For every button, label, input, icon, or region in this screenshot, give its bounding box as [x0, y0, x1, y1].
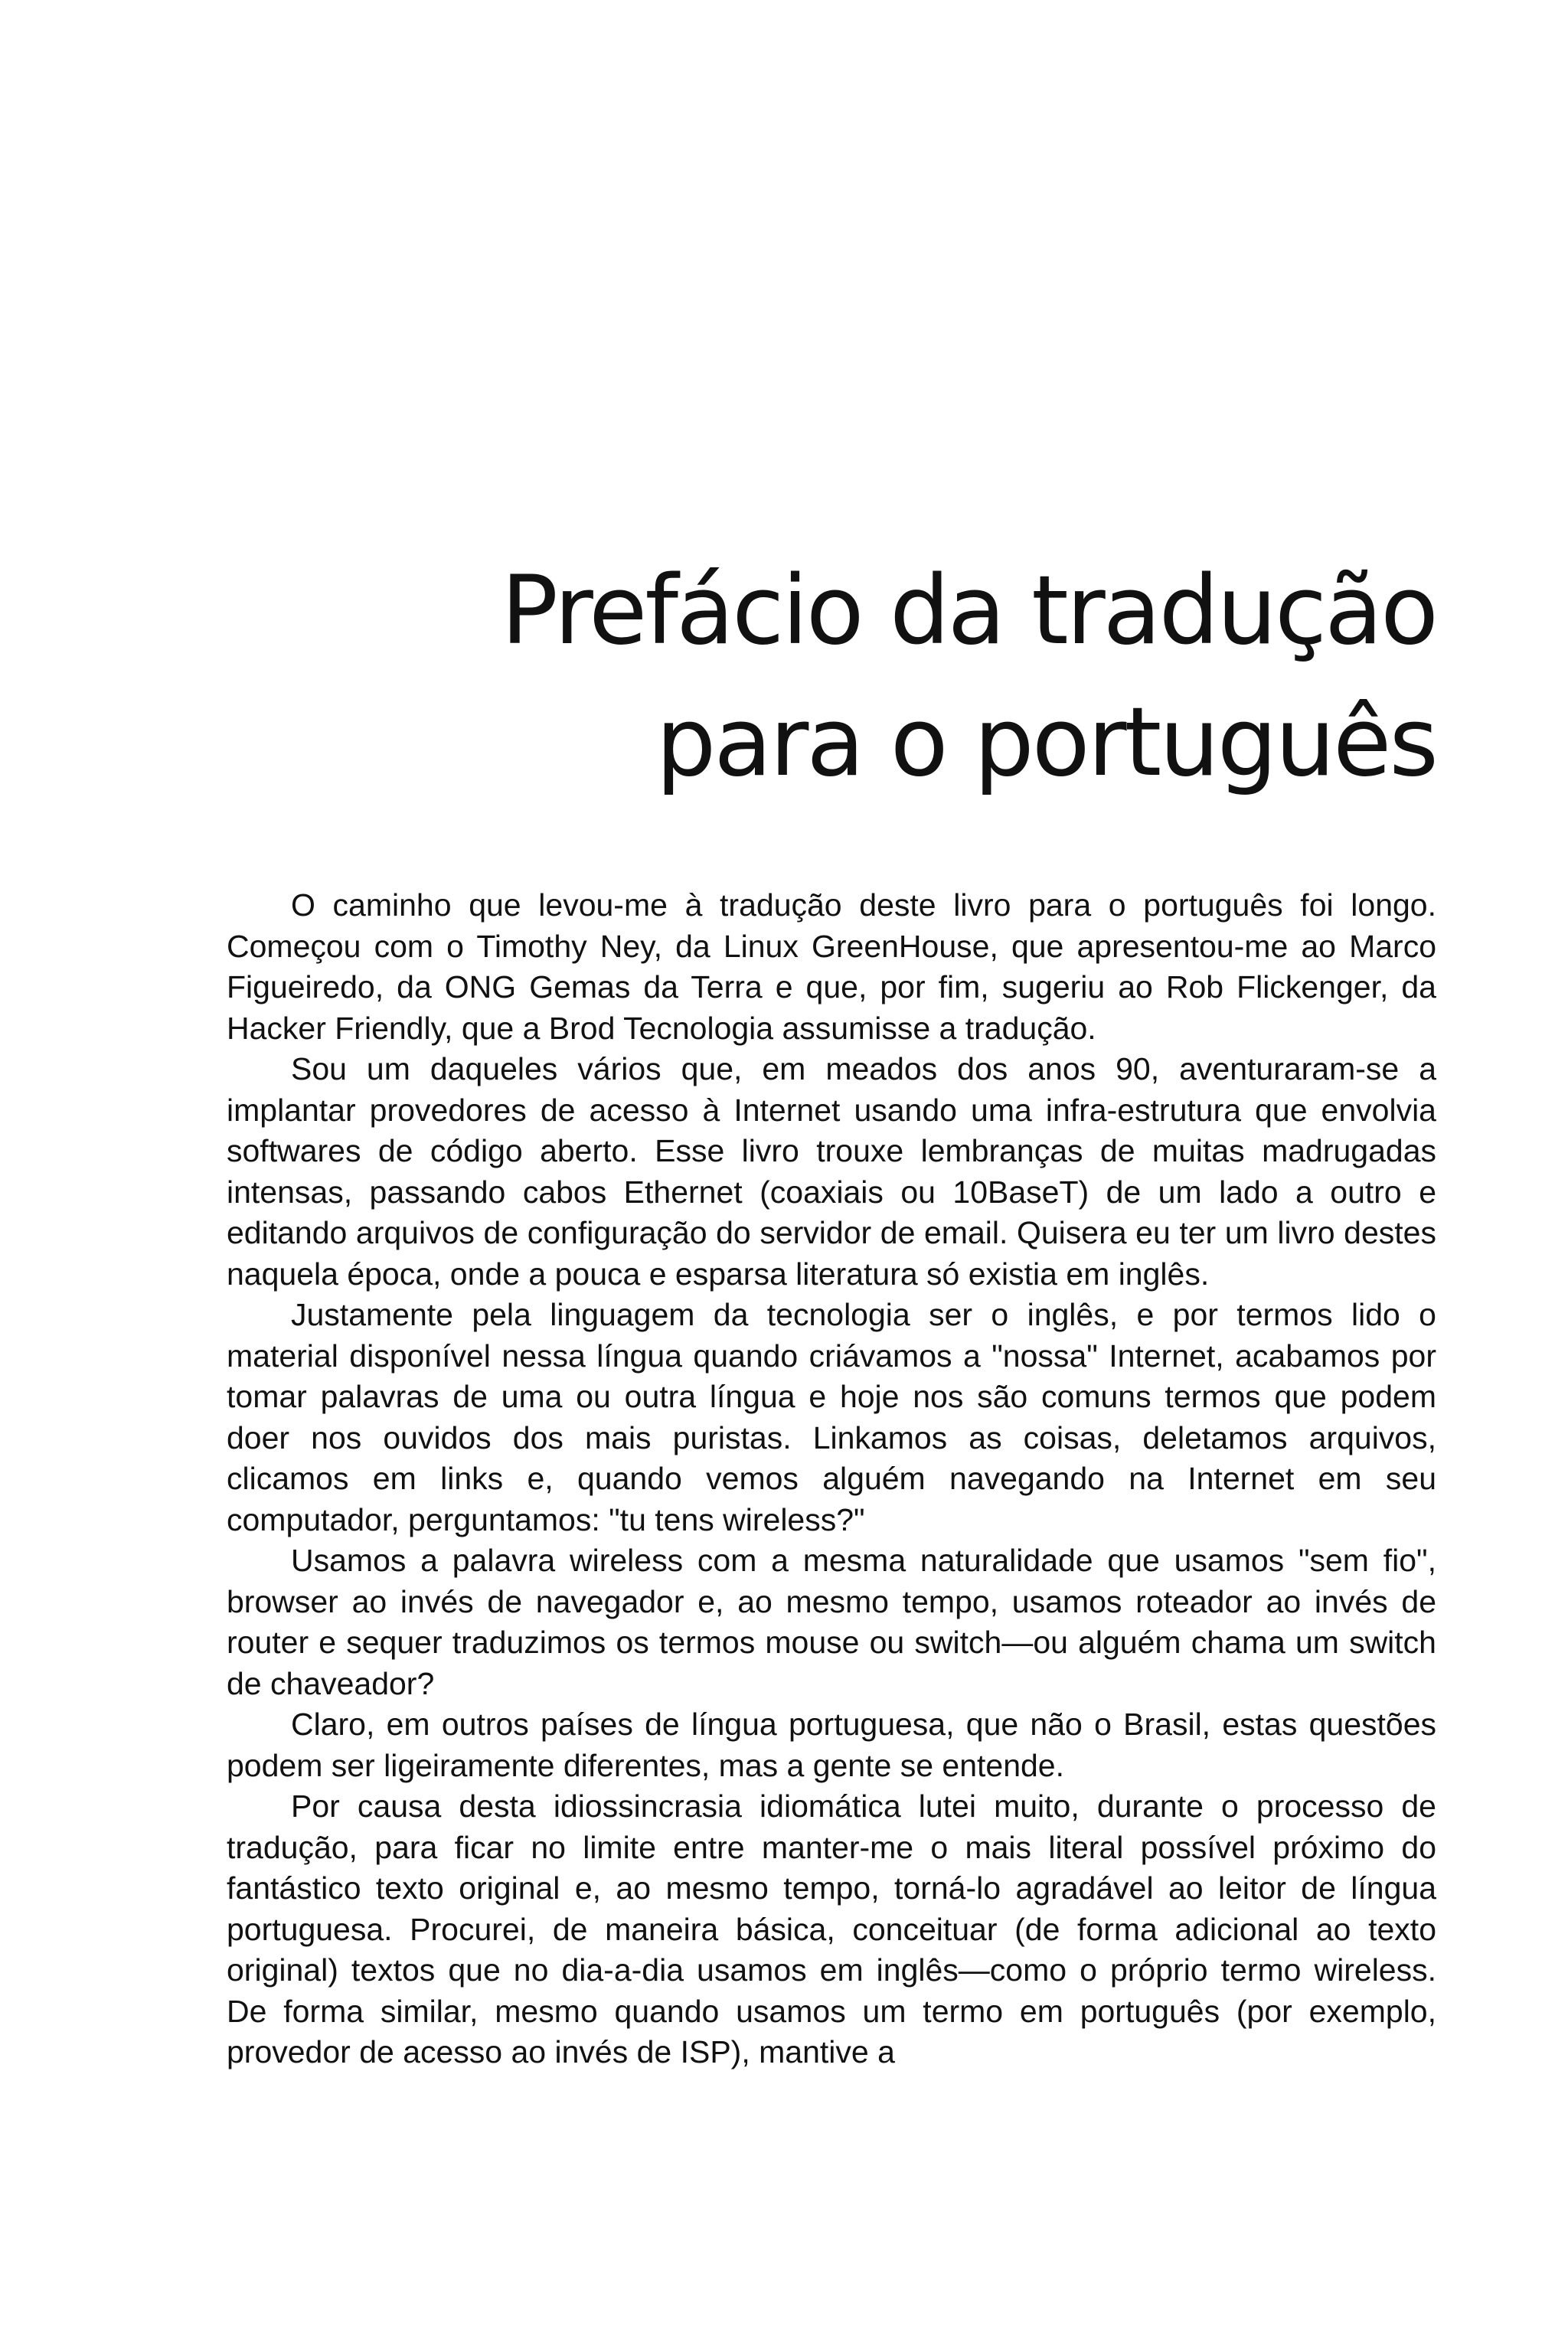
paragraph-6: Por causa desta idiossincrasia idiomática lutei muito, durante o processo de tradução, para ficar no limite entre manter-me o mais literal possível próximo do fantástico texto original e, ao mesmo tempo, torná-lo agradável ao leitor de língua portuguesa. Procurei, de maneira básica, conceituar (de forma adicional ao texto original) textos que no dia-a-dia usamos em inglês—como o próprio termo wireless. De forma similar, mesmo quando usamos um termo em português (por exemplo, provedor de acesso ao invés de ISP), mantive a — [227, 1788, 1436, 2069]
paragraph-3: Justamente pela linguagem da tecnologia ser o inglês, e por termos lido o material disponível nessa língua quando criávamos a "nossa" Internet, acabamos por tomar palavras de uma ou outra língua e hoje nos são comuns termos que podem doer nos ouvidos dos mais puristas. Linkamos as coisas, deletamos arquivos, clicamos em links e, quando vemos alguém navegando na Internet em seu computador, perguntamos: "tu tens wireless?" — [227, 1297, 1436, 1537]
paragraph-4: Usamos a palavra wireless com a mesma naturalidade que usamos "sem fio", browser ao invés de navegador e, ao mesmo tempo, usamos roteador ao invés de router e sequer traduzimos os termos mouse ou switch—ou alguém chama um switch de chaveador? — [227, 1543, 1436, 1701]
chapter-title-line-1: Prefácio da tradução — [501, 556, 1436, 666]
paragraph-2: Sou um daqueles vários que, em meados dos anos 90, aventuraram-se a implantar provedores de acesso à Internet usando uma infra-estrutura que envolvia softwares de código aberto. Esse livro trouxe lembranças de muitas madrugadas intensas, passando cabos Ethernet (coaxiais ou 10BaseT) de um lado a outro e editando arquivos de configuração do servidor de email. Quisera eu ter um livro destes naquela época, onde a pouca e esparsa literatura só existia em inglês. — [227, 1051, 1436, 1292]
paragraph-5: Claro, em outros países de língua portuguesa, que não o Brasil, estas questões podem ser ligeiramente diferentes, mas a gente se entende. — [227, 1707, 1436, 1783]
body-text — [227, 885, 1436, 2073]
chapter-title — [227, 545, 1436, 808]
paragraph-1: O caminho que levou-me à tradução deste livro para o português foi longo. Começou com o Timothy Ney, da Linux GreenHouse, que apresentou-me ao Marco Figueiredo, da ONG Gemas da Terra e que, por fim, sugeriu ao Rob Flickenger, da Hacker Friendly, que a Brod Tecnologia assumisse a tradução. — [227, 887, 1436, 1046]
chapter-title-line-2: para o português — [655, 688, 1436, 798]
